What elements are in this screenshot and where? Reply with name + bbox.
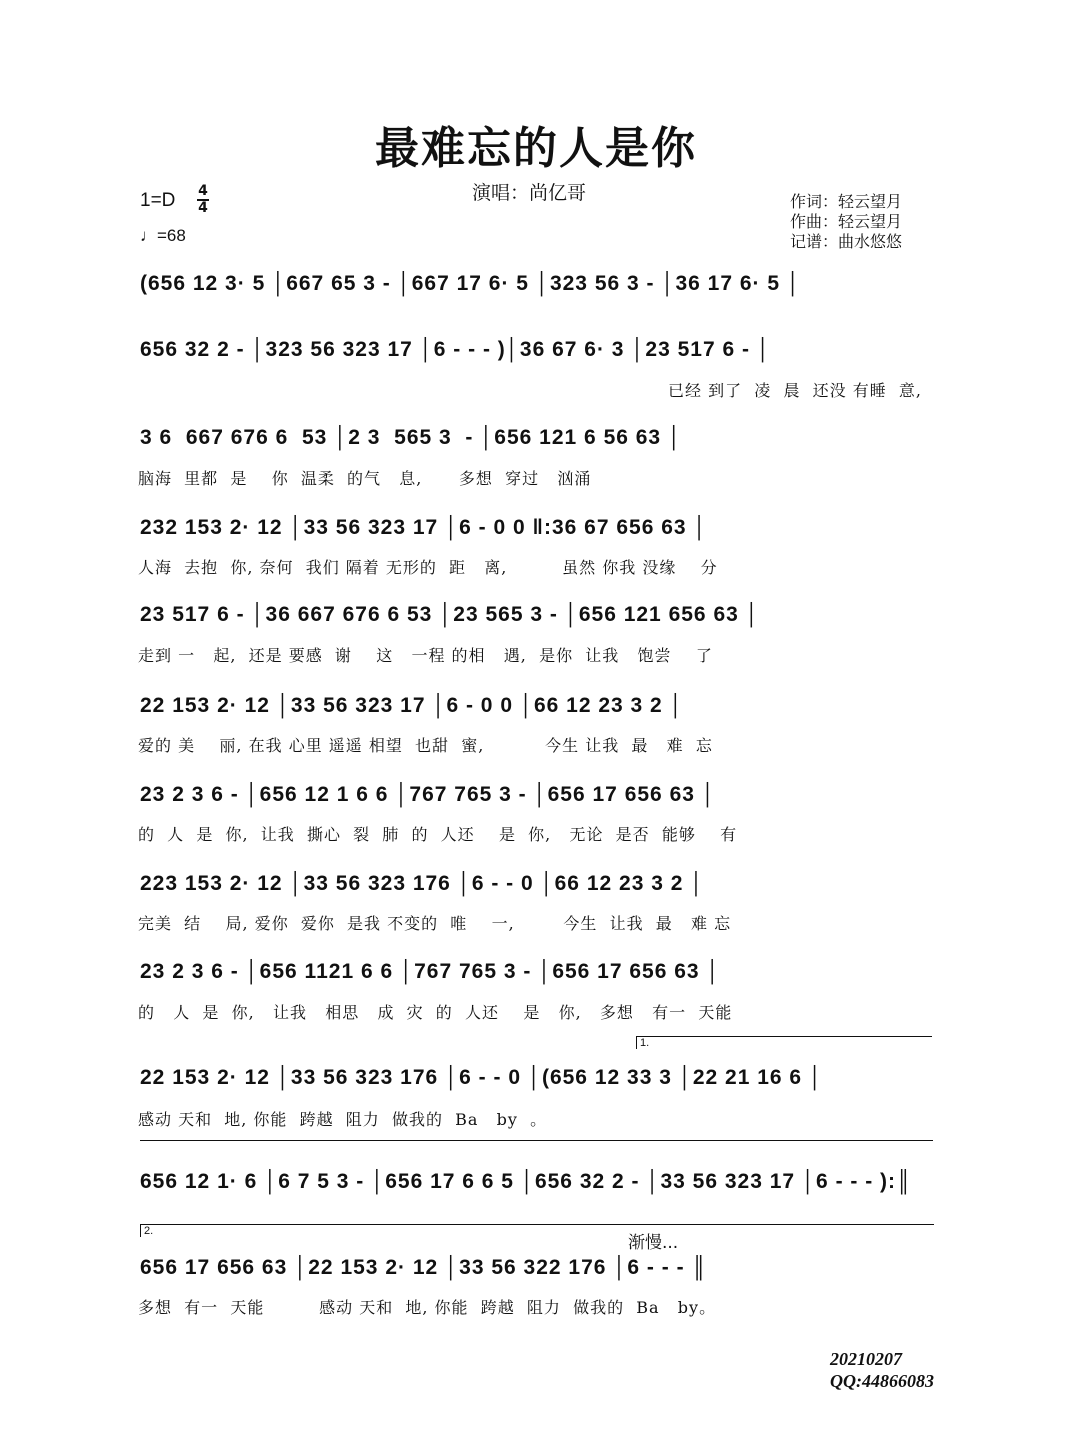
- lyric-line: 已经 到了 凌 晨 还没 有睡 意,: [668, 381, 922, 400]
- time-signature-bottom: 4: [198, 200, 208, 216]
- volta-bracket-2: 2.: [140, 1224, 934, 1237]
- notation-line: (656 12 3· 5 │667 65 3 - │667 17 6· 5 │323 56 3 - │36 17 6· 5 │: [140, 272, 802, 295]
- ritardando-marking: 渐慢...: [628, 1233, 679, 1253]
- score-row: [140, 1170, 932, 1206]
- lyric-line: 的 人 是 你, 让我 相思 成 灾 的 人还 是 你, 多想 有一 天能: [138, 1003, 733, 1022]
- score-row: [140, 872, 932, 908]
- key-signature: 1=D: [140, 190, 176, 211]
- lyric-line: 脑海 里都 是 你 温柔 的气 息, 多想 穿过 汹涌: [138, 469, 592, 488]
- time-signature: [197, 184, 209, 216]
- volta-bracket-1: 1.: [636, 1036, 932, 1049]
- footer-info: [830, 1348, 934, 1392]
- lyric-line: 多想 有一 天能 感动 天和 地, 你能 跨越 阻力 做我的 Ba by。: [138, 1298, 717, 1317]
- notation-line: 22 153 2· 12 │33 56 323 176 │6 - - 0 │(656 12 33 3 │22 21 16 6 │: [140, 1066, 824, 1089]
- score-row: [140, 1066, 932, 1102]
- score-row: [140, 603, 932, 639]
- lyric-line: 感动 天和 地, 你能 跨越 阻力 做我的 Ba by 。: [138, 1110, 548, 1129]
- notation-line: 656 17 656 63 │22 153 2· 12 │33 56 322 176 │6 - - - ║: [140, 1256, 708, 1279]
- lyric-line: 的 人 是 你, 让我 撕心 裂 肺 的 人还 是 你, 无论 是否 能够 有: [138, 825, 738, 844]
- tempo-marking: ♩=68: [140, 226, 186, 245]
- singer-credit: 演唱：尚亿哥: [472, 182, 587, 204]
- notation-line: 232 153 2· 12 │33 56 323 17 │6 - 0 0 ‖:36 67 656 63 │: [140, 516, 708, 539]
- lyricist-credit: 作词：轻云望月: [790, 192, 903, 211]
- composer-credit: 作曲：轻云望月: [790, 212, 903, 231]
- score-row: [140, 272, 932, 308]
- notation-line: 22 153 2· 12 │33 56 323 17 │6 - 0 0 │66 12 23 3 2 │: [140, 694, 684, 717]
- notation-line: 23 2 3 6 - │656 12 1 6 6 │767 765 3 - │656 17 656 63 │: [140, 783, 716, 806]
- time-signature-top: 4: [198, 183, 208, 199]
- score-row: [140, 960, 932, 996]
- song-title: 最难忘的人是你: [375, 123, 697, 174]
- score-row: [140, 516, 932, 552]
- lyric-line: 完美 结 局, 爱你 爱你 是我 不变的 唯 一, 今生 让我 最 难 忘: [138, 914, 732, 933]
- score-row: [140, 338, 932, 374]
- footer-date: 20210207: [830, 1349, 902, 1369]
- score-row: [140, 783, 932, 819]
- notation-line: 23 2 3 6 - │656 1121 6 6 │767 765 3 - │656 17 656 63 │: [140, 960, 721, 983]
- score-row: [140, 426, 932, 462]
- transcriber-credit: 记谱：曲水悠悠: [790, 232, 903, 251]
- notation-line: 656 32 2 - │323 56 323 17 │6 - - - )│36 67 6· 3 │23 517 6 - │: [140, 338, 771, 361]
- credits-block: [790, 192, 902, 252]
- lyric-line: 爱的 美 丽, 在我 心里 遥遥 相望 也甜 蜜, 今生 让我 最 难 忘: [138, 736, 713, 755]
- lyric-line: 人海 去抱 你, 奈何 我们 隔着 无形的 距 离, 虽然 你我 没缘 分: [138, 558, 718, 577]
- lyric-line: 走到 一 起, 还是 要感 谢 这 一程 的相 遇, 是你 让我 饱尝 了: [138, 646, 713, 665]
- notation-line: 23 517 6 - │36 667 676 6 53 │23 565 3 - │656 121 656 63 │: [140, 603, 760, 626]
- footer-qq: QQ:44866083: [830, 1371, 934, 1391]
- volta-bracket-1-continuation: [140, 1140, 933, 1141]
- notation-line: 223 153 2· 12 │33 56 323 176 │6 - - 0 │66 12 23 3 2 │: [140, 872, 705, 895]
- notation-line: 656 12 1· 6 │6 7 5 3 - │656 17 6 6 5 │656 32 2 - │33 56 323 17 │6 - - - ):║: [140, 1170, 912, 1193]
- notation-line: 3 6 667 676 6 53 │2 3 565 3 - │656 121 6 56 63 │: [140, 426, 683, 449]
- score-row: [140, 694, 932, 730]
- score-row: [140, 1256, 932, 1292]
